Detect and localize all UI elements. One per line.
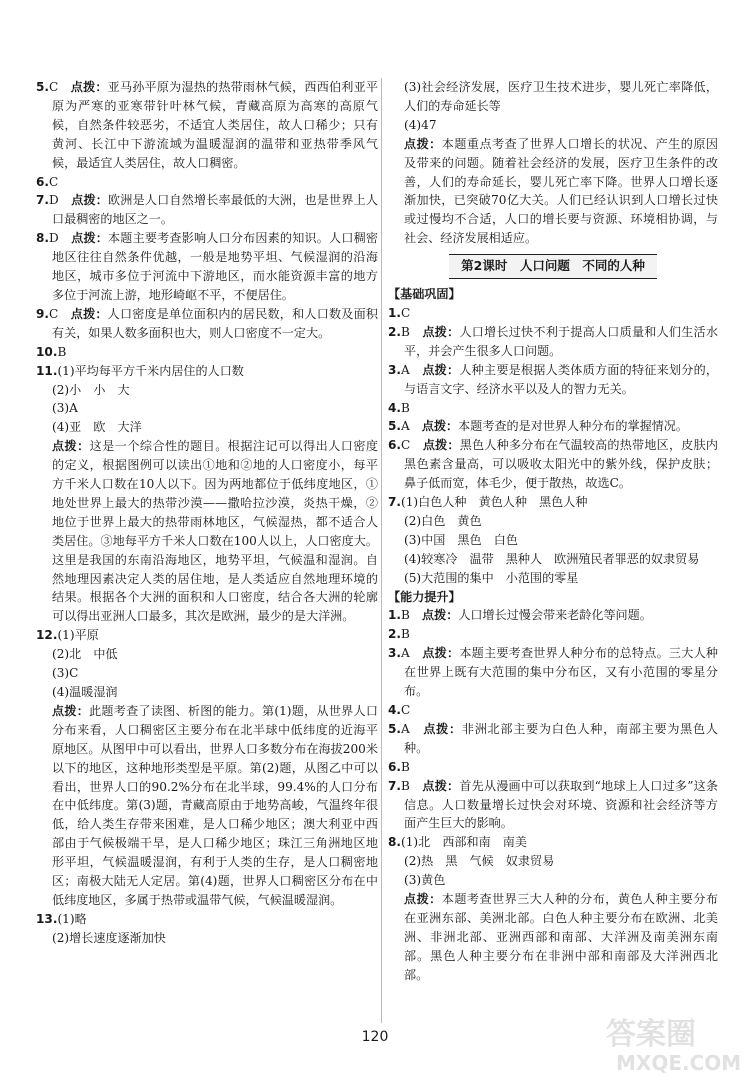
hint-label: 点拨： (404, 136, 442, 151)
answer-item (388, 777, 718, 834)
item-answer: B (401, 759, 410, 774)
hint-text: 人种主要是根据人类体质方面的特征来划分的，与语言文字、经济水平以及人的智力无关。 (404, 362, 718, 396)
answer-line: (2)白色 黄色 (404, 513, 482, 528)
hint-label: 点拨： (404, 892, 442, 907)
item-number: 11. (36, 363, 58, 378)
item-answer: B (401, 778, 410, 793)
item-answer: C (401, 703, 411, 717)
item-number: 1. (388, 305, 402, 320)
svg-text:答案圈: 答案圈 (606, 1017, 696, 1052)
answer-item (36, 910, 378, 929)
hint-text: 人口密度是单位面积内的居民数，和人口数及面积有关，如果人数多面积也大，则人口密度不一定大。 (52, 306, 378, 340)
subsection-basic: 【基础巩固】 (388, 287, 461, 302)
answer-item (388, 399, 718, 418)
item-answer: B (401, 400, 410, 415)
answer-line: (4)温暖湿润 (52, 685, 118, 699)
item-number: 3. (388, 362, 402, 377)
item-answer: C (49, 174, 59, 189)
answer-line: (3)社会经济发展，医疗卫生技术进步，婴儿死亡率降低，人们的寿命延长等 (404, 80, 718, 113)
item-number: 5. (388, 419, 402, 434)
hint-label: 点拨： (422, 438, 460, 453)
answer-item (388, 304, 718, 323)
hint-text: 首先从漫画中可以获取到“地球上人口过多”这条信息。人口数量增长过快会对环境、资源和社会经济等方面产生巨大的影响。 (404, 778, 718, 831)
item-answer: (1)平原 (57, 628, 99, 643)
hint-label: 点拨： (422, 646, 460, 661)
hint-text: 本题主要考查世界人种分布的总特点。三大人种在世界上既有大范围的集中分布区，又有小范围的零星分布。 (404, 646, 718, 699)
page-number: 120 (361, 1029, 389, 1045)
item-answer: C (49, 80, 59, 94)
hint-text: 人口增长过慢会带来老龄化等问题。 (458, 608, 652, 623)
item-answer: (1)白色人种 黄色人种 黑色人种 (401, 495, 588, 510)
item-answer: (1)平均每平方千米内居住的人口数 (57, 363, 244, 378)
right-column (388, 78, 718, 985)
item-number: 6. (388, 438, 402, 453)
hint-paragraph (388, 135, 718, 248)
hint-text: 亚马孙平原为湿热的热带雨林气候，西西伯利亚平原为严寒的亚寒带针叶林气候，青藏高原为高寒的高原气候，自然条件较恶劣，不适宜人类居住，故人口稀少；只有黄河、长江中下游流域为温暖湿润的温带和亚热带季风气候，最适宜人类居住，故人口稠密。 (52, 80, 378, 170)
item-number: 7. (388, 495, 402, 510)
answer-item (36, 78, 378, 173)
answer-item (388, 606, 718, 625)
answer-line: (5)大范围的集中 小范围的零星 (404, 570, 579, 585)
column-divider (381, 78, 382, 1023)
hint-label: 点拨： (71, 231, 109, 246)
hint-text: 欧洲是人口自然增长率最低的大洲，也是世界上人口最稠密的地区之一。 (52, 193, 378, 227)
item-answer: (1)北 西部和南 南美 (401, 835, 527, 850)
svg-text:MXQE.COM: MXQE.COM (616, 1051, 742, 1074)
answer-item (388, 493, 718, 512)
answer-line: (3)A (52, 401, 78, 416)
item-number: 5. (36, 80, 50, 94)
item-number: 2. (388, 627, 402, 642)
answer-line: (2)热 黑 气候 奴隶贸易 (404, 854, 555, 869)
hint-label: 点拨： (71, 193, 109, 208)
item-number: 7. (36, 193, 50, 208)
item-number: 5. (388, 721, 402, 736)
hint-text: 非洲北部主要为白色人种，南部主要为黑色人种。 (404, 721, 718, 755)
item-answer: C (49, 306, 59, 321)
hint-text: 此题考查了读图、析图的能力。第(1)题，从世界人口分布来看，人口稠密区主要分布在北半球中低纬度的近海平原地区。从图甲中可以看出，世界人口多数分布在海拔200米以下的地区，这种地形类型是平原。第(2)题，从图乙中可以看出，世界人口的90.2%分布在北半球，99.4%的人口分布在中低纬度。第(3)题，青藏高原由于地势高峻，气温终年很低，给人类生存带来困难，是人口稀少地区；澳大利亚中西部由于气候极端干旱，是人口稀少地区；珠江三角洲地区地形平坦，气候温暖湿润，有利于人类的生存，是人口稠密地区；南极大陆无人定居。第(4)题，世界人口稠密区分布在中低纬度地区，多属于热带或温带气候，气候温暖湿润。 (52, 703, 378, 907)
hint-label: 点拨： (70, 80, 108, 94)
item-number: 9. (36, 306, 50, 321)
item-number: 1. (388, 608, 402, 623)
item-number: 7. (388, 778, 402, 793)
item-answer: B (401, 608, 410, 623)
item-number: 8. (36, 231, 50, 246)
item-number: 6. (388, 759, 402, 774)
item-answer: (1)略 (57, 911, 87, 926)
subsection-advanced: 【能力提升】 (388, 589, 461, 604)
item-number: 2. (388, 324, 402, 339)
item-number: 4. (388, 703, 402, 717)
watermark-logo (602, 1010, 744, 1074)
item-answer: D (49, 193, 59, 208)
answer-item (388, 720, 718, 758)
item-number: 4. (388, 400, 402, 415)
answer-line: (2)北 中低 (52, 647, 118, 662)
answer-item (36, 191, 378, 229)
hint-paragraph (36, 437, 378, 626)
answer-line: (3)C (52, 666, 79, 681)
answer-line: (4)47 (404, 117, 437, 132)
hint-text: 本题考查的是对世界人种分布的掌握情况。 (458, 419, 688, 434)
answer-item (36, 229, 378, 305)
answer-item (388, 644, 718, 701)
answer-item (388, 701, 718, 720)
answer-item (36, 626, 378, 645)
hint-label: 点拨： (52, 703, 90, 718)
hint-label: 点拨： (70, 306, 108, 321)
answer-line: (2)增长速度逐渐加快 (52, 930, 166, 945)
answer-item (388, 323, 718, 361)
section-title (388, 254, 718, 279)
item-number: 6. (36, 174, 50, 189)
answer-line: (2)小 小 大 (52, 382, 130, 397)
item-number: 3. (388, 646, 402, 661)
hint-label: 点拨： (422, 608, 459, 623)
hint-label: 点拨： (422, 778, 460, 793)
hint-text: 黑色人种多分布在气温较高的热带地区，皮肤内黑色素含量高，可以吸收太阳光中的紫外线，保护皮肤；鼻子低而宽，体毛少，便于散热，故选C。 (404, 438, 718, 491)
hint-text: 本题考查世界三大人种的分布，黄色人种主要分布在亚洲东部、美洲北部。白色人种主要分布在欧洲、北美洲、非洲北部、亚洲西部和南部、大洋洲及南美洲东南部。黑色人种主要分布在非洲中部和南部及大洋洲西北部。 (404, 892, 718, 982)
answer-item (36, 343, 378, 362)
answer-line: (3)黄色 (404, 873, 446, 888)
item-answer: B (401, 324, 410, 339)
hint-text: 人口增长过快不利于提高人口质量和人们生活水平，并会产生很多人口问题。 (404, 324, 718, 358)
hint-label: 点拨： (422, 324, 460, 339)
answer-item (36, 362, 378, 381)
item-answer: D (49, 231, 59, 246)
answer-line: (3)中国 黑色 白色 (404, 532, 518, 547)
item-number: 8. (388, 835, 402, 850)
item-answer: B (401, 627, 410, 642)
answer-item (388, 417, 718, 436)
section-title-text: 第2课时 人口问题 不同的人种 (449, 254, 657, 279)
answer-item (388, 361, 718, 399)
hint-text: 本题重点考查了世界人口增长的状况、产生的原因及带来的问题。随着社会经济的发展，医疗卫生条件的改善，人们的寿命延长，婴儿死亡率下降。世界人口增长逐渐加快，已突破70亿大关。人们已经认识到人口增长过快或过慢均不合适，人口的增长要与资源、环境相协调，与社会、经济发展相适应。 (404, 136, 718, 246)
hint-text: 本题主要考查影响人口分布因素的知识。人口稠密地区往往自然条件优越，一般是地势平坦、气候湿润的沿海地区，城市多位于河流中下游地区，而水能资源丰富的地方多位于河流上游，地形崎岖不平，不便居住。 (52, 231, 378, 302)
answer-item (388, 625, 718, 644)
hint-label: 点拨： (52, 439, 90, 454)
hint-label: 点拨： (423, 721, 462, 736)
hint-paragraph (388, 890, 718, 985)
answer-line: (4)亚 欧 大洋 (52, 420, 142, 435)
hint-text: 这是一个综合性的题目。根据注记可以得出人口密度的定义，根据图例可以读出①地和②地的人口密度小，每平方千米人口数在10人以下。因为两地都位于低纬度地区，①地处世界上最大的热带沙漠——撒哈拉沙漠，炎热干燥，②地位于世界上最大的热带雨林地区，气候湿热，都不适合人类居住。③地每平方千米人口数在100人以上，人口密度大。这里是我国的东南沿海地区，地势平坦，气候温和湿润。自然地理因素决定人类的居住地，是人类适应自然地理环境的结果。根据各个大洲的面积和人口密度，结合各大洲的轮廓可以得出亚洲人口最多，其次是欧洲，最少的是大洋洲。 (52, 439, 378, 624)
answer-item (388, 758, 718, 777)
item-answer: C (401, 305, 411, 320)
answer-item (36, 305, 378, 343)
left-column (36, 78, 378, 948)
item-answer: A (401, 419, 410, 434)
item-number: 13. (36, 911, 58, 926)
hint-label: 点拨： (422, 362, 460, 377)
item-answer: A (401, 362, 410, 377)
item-answer: A (401, 646, 410, 661)
answer-item (388, 833, 718, 852)
answer-item (36, 173, 378, 192)
answer-line: (4)较寒冷 温带 黑种人 欧洲殖民者罪恶的奴隶贸易 (404, 551, 700, 566)
hint-label: 点拨： (421, 419, 459, 434)
item-number: 10. (36, 344, 58, 359)
item-number: 12. (36, 628, 58, 643)
hint-paragraph (36, 702, 378, 910)
item-answer: C (401, 438, 411, 453)
item-answer: A (401, 721, 410, 736)
item-answer: B (57, 344, 67, 359)
answer-item (388, 436, 718, 493)
